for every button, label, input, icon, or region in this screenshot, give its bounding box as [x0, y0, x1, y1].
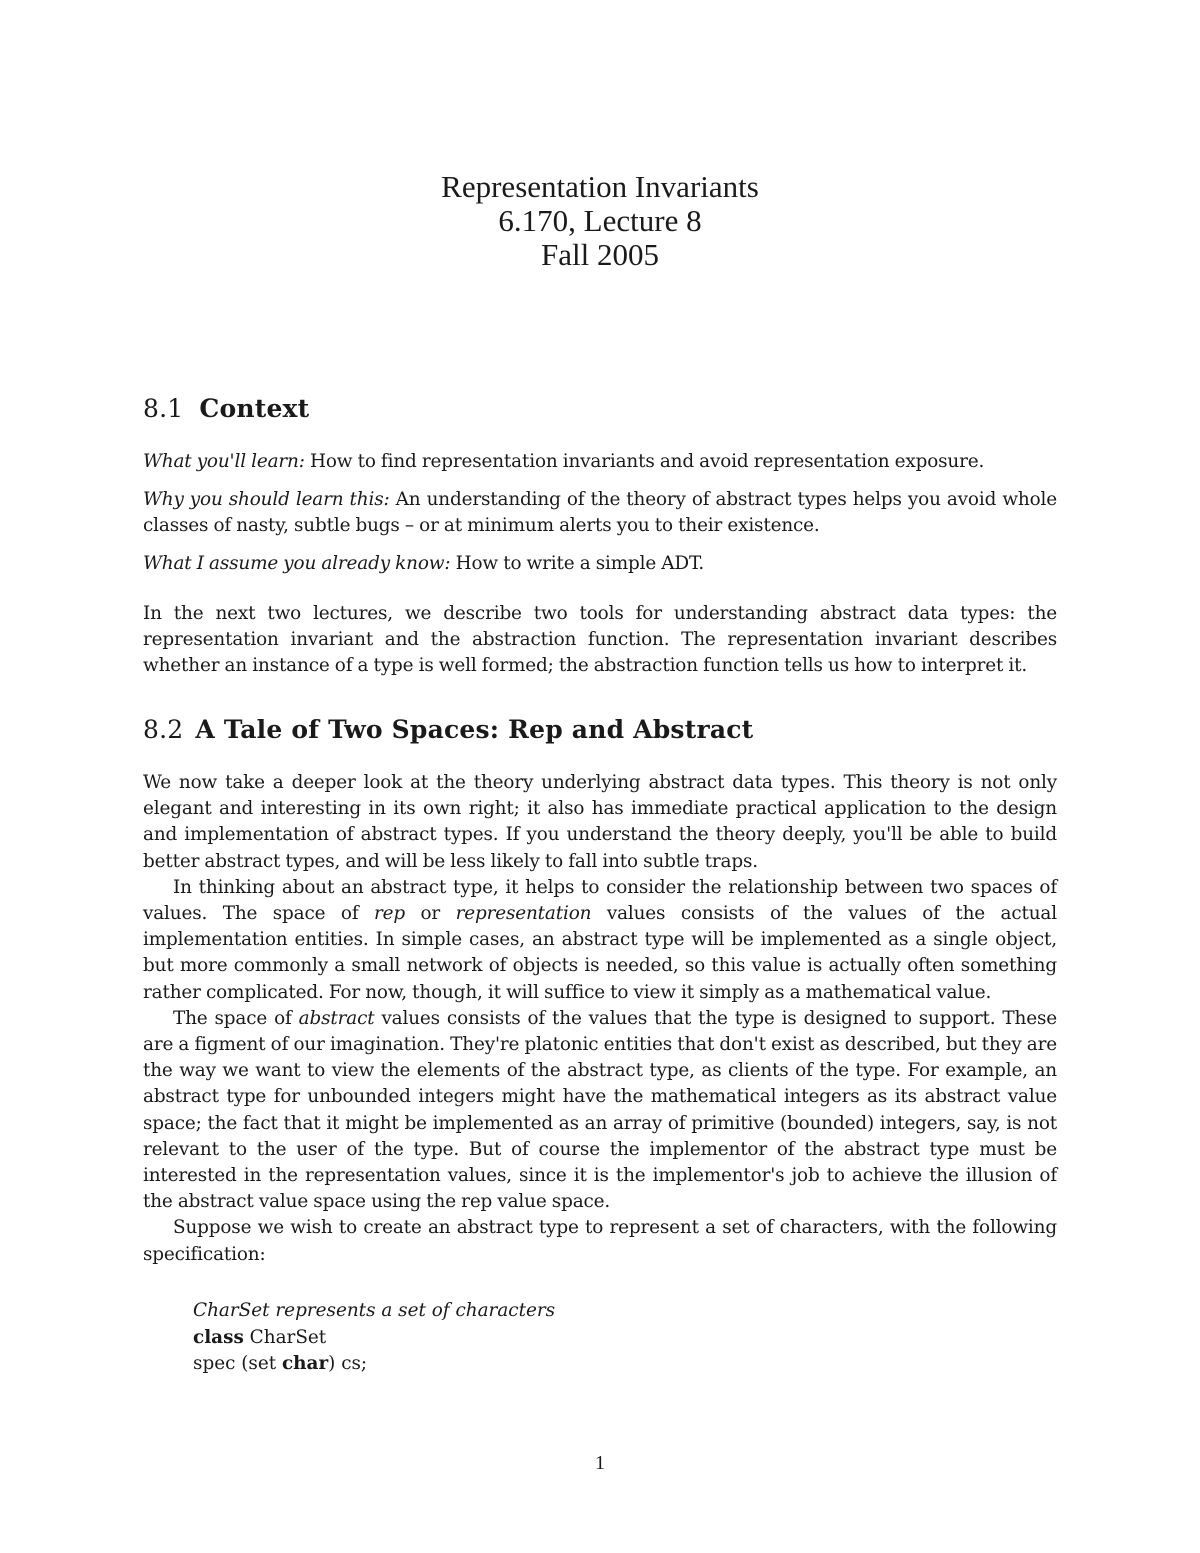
- section-heading-context: [143, 393, 309, 425]
- text: or: [404, 903, 456, 925]
- section-title: A Tale of Two Spaces: Rep and Abstract: [195, 715, 754, 744]
- text: values consists of the values that the type is designed to support. These are a figment of our imagination. They're platonic entities that don't exist as described, but they are the way we want to view the elements of the abstract type, as clients of the type. For example, an abstract type for unbounded integers might have the mathematical integers as its abstract value space; the fact that it might be implemented as an array of primitive (bounded) integers, say, is not relevant to the user of the type. But of course the implementor of the abstract type must be interested in the representation values, since it is the implementor's job to achieve the illusion of the abstract value space using the rep value space.: [143, 1007, 1057, 1213]
- body-text: [143, 770, 1057, 1268]
- section-number: 8.1: [143, 394, 184, 423]
- paragraph-theory: We now take a deeper look at the theory underlying abstract data types. This theory is not only elegant and interesting in its own right; it also has immediate practical application to the design and implementation of abstract types. If you understand the theory deeply, you'll be able to build better abstract types, and will be less likely to fall into subtle traps.: [143, 772, 1057, 872]
- title-course: 6.170, Lecture 8: [498, 203, 702, 238]
- text: The space of: [173, 1007, 299, 1029]
- why-paragraph: [143, 487, 1057, 539]
- assume-text: How to write a simple ADT.: [450, 553, 705, 574]
- assume-paragraph: [143, 551, 1057, 577]
- text: spec (set: [193, 1353, 282, 1374]
- paragraph-abstract-space: [143, 1006, 1057, 1216]
- text: values consists of the values of the actual implementation entities. In simple cases, an abstract type will be implemented as a single object, but more commonly a small network of objects is needed, so this value is actually often something rather complicated. For now, though, it will suffice to view it simply as a mathematical value.: [143, 903, 1057, 1003]
- paragraph-charset-intro: Suppose we wish to create an abstract type to represent a set of characters, with the following specification:: [143, 1217, 1057, 1265]
- spec-field-line: [193, 1351, 555, 1378]
- keyword-char: char: [281, 1353, 329, 1374]
- intro-paragraph: In the next two lectures, we describe two tools for understanding abstract data types: the representation invariant and the abstraction function. The representation invariant describes whether an instance of a type is well formed; the abstraction function tells us how to interpret it.: [143, 603, 1057, 677]
- emphasis-representation: representation: [455, 903, 592, 925]
- assume-lead: What I assume you already know:: [143, 553, 451, 574]
- why-lead: Why you should learn this:: [143, 489, 390, 510]
- why-text: An understanding of the theory of abstract types helps you avoid whole classes of nasty, subtle bugs – or at minimum alerts you to their existence.: [143, 489, 1057, 537]
- paragraph-rep-space: [143, 875, 1057, 1006]
- charset-spec: [193, 1298, 555, 1378]
- section-heading-two-spaces: [143, 714, 753, 746]
- learn-lead: What you'll learn:: [143, 451, 305, 472]
- spec-comment: CharSet represents a set of characters: [193, 1300, 556, 1321]
- spec-class-line: [193, 1325, 555, 1352]
- learn-text: How to find representation invariants and avoid representation exposure.: [304, 451, 985, 472]
- section-title: Context: [199, 394, 310, 423]
- section-number: 8.2: [143, 715, 184, 744]
- class-name: CharSet: [243, 1326, 327, 1348]
- title-term: Fall 2005: [541, 237, 659, 272]
- page-number: 1: [595, 1452, 605, 1474]
- text: ) cs;: [328, 1353, 368, 1374]
- emphasis-rep: rep: [373, 903, 405, 925]
- emphasis-abstract: abstract: [298, 1007, 375, 1029]
- learn-paragraph: [143, 449, 1057, 475]
- keyword-class: class: [193, 1326, 244, 1348]
- text: In thinking about an abstract type, it helps to consider the relationship between two spaces of values. The space of: [143, 876, 1057, 925]
- title-main: Representation Invariants: [441, 169, 759, 204]
- document-title: [0, 170, 1200, 272]
